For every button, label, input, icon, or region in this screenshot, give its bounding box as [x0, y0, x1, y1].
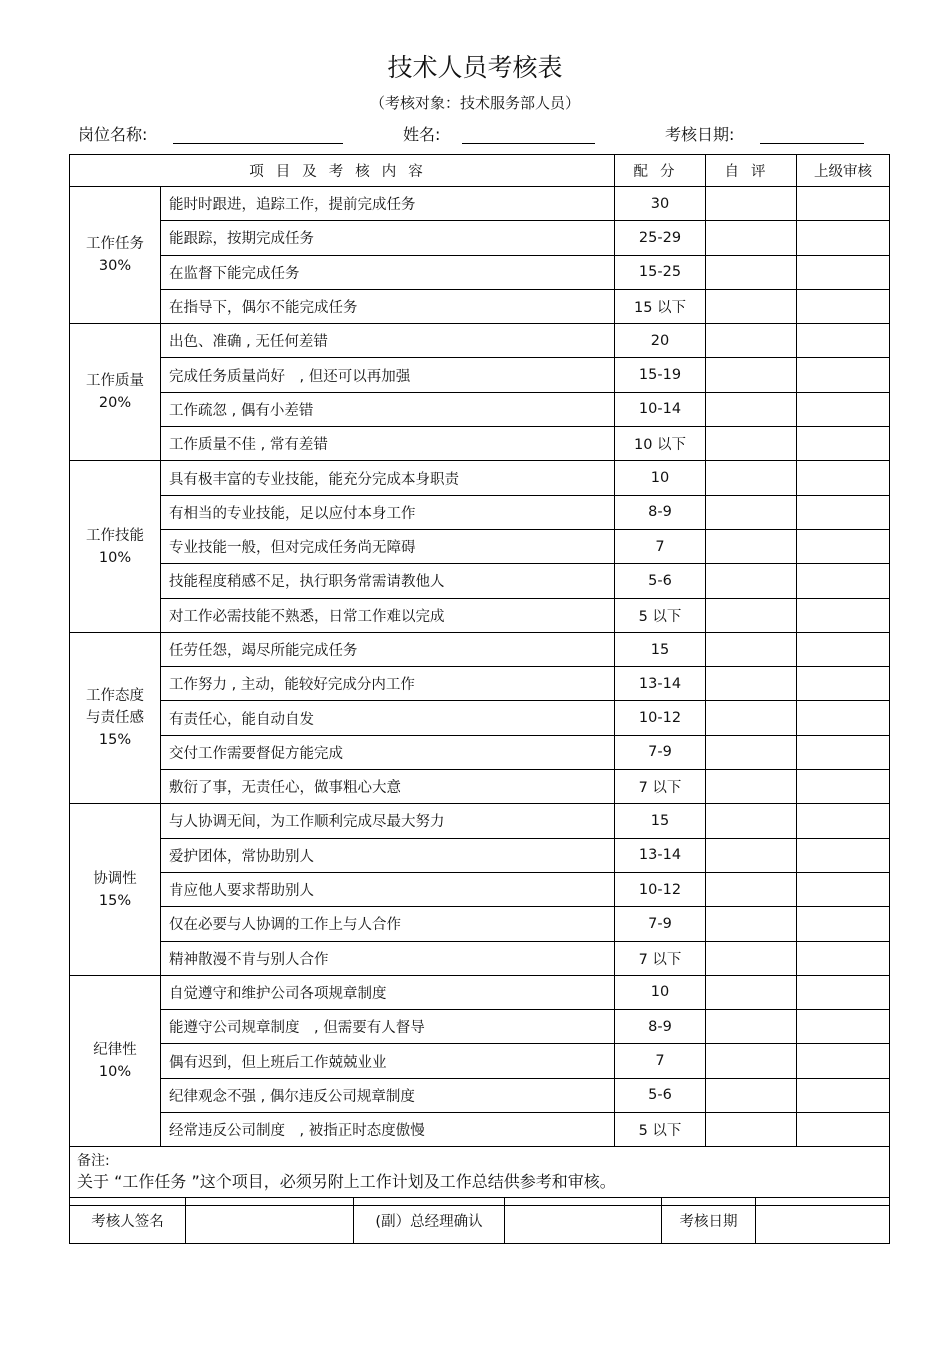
name-label: 姓名: [403, 125, 441, 144]
table-row [70, 975, 890, 1009]
criteria-cell: 专业技能一般，但对完成任务尚无障碍 [161, 529, 615, 563]
header-superior: 上级审核 [797, 155, 890, 187]
remark-text: 关于 “工作任务 ”这个项目，必须另附上工作计划及工作总结供参考和审核。 [77, 1172, 616, 1192]
score-cell: 10 [615, 975, 706, 1009]
score-cell: 15-19 [615, 358, 706, 392]
table-row [70, 529, 890, 563]
superior-review-cell[interactable] [797, 461, 890, 495]
table-row [70, 872, 890, 906]
criteria-cell: 出色、准确 , 无任何差错 [161, 324, 615, 358]
table-row [70, 392, 890, 426]
criteria-cell: 对工作必需技能不熟悉，日常工作难以完成 [161, 598, 615, 632]
superior-review-cell[interactable] [797, 564, 890, 598]
table-row [70, 255, 890, 289]
score-cell: 20 [615, 324, 706, 358]
remark-label: 备注: [77, 1153, 110, 1170]
table-row [70, 187, 890, 221]
self-eval-cell[interactable] [706, 392, 797, 426]
signature-row [70, 1198, 890, 1244]
criteria-cell: 工作努力 , 主动，能较好完成分内工作 [161, 667, 615, 701]
name-field[interactable] [462, 143, 595, 144]
criteria-cell: 技能程度稍感不足，执行职务常需请教他人 [161, 564, 615, 598]
page-subtitle: （考核对象：技术服务部人员） [369, 94, 580, 112]
criteria-cell: 爱护团体，常协助别人 [161, 838, 615, 872]
superior-review-cell[interactable] [797, 392, 890, 426]
table-row [70, 941, 890, 975]
category-weight: 20% [98, 395, 132, 412]
table-row [70, 495, 890, 529]
self-eval-cell[interactable] [706, 598, 797, 632]
self-eval-cell[interactable] [706, 324, 797, 358]
superior-review-cell[interactable] [797, 941, 890, 975]
self-eval-cell[interactable] [706, 1078, 797, 1112]
category-name: 工作任务 [86, 236, 144, 253]
table-row [70, 598, 890, 632]
score-cell: 10 [615, 461, 706, 495]
date-label: 考核日期: [665, 125, 735, 144]
score-cell: 10-12 [615, 872, 706, 906]
header-score: 配分 [615, 155, 706, 187]
position-label: 岗位名称: [78, 125, 148, 144]
score-cell: 7-9 [615, 907, 706, 941]
superior-review-cell[interactable] [797, 735, 890, 769]
self-eval-cell[interactable] [706, 701, 797, 735]
category-name: 工作质量 [86, 373, 144, 390]
superior-review-cell[interactable] [797, 975, 890, 1009]
self-eval-cell[interactable] [706, 838, 797, 872]
self-eval-cell[interactable] [706, 221, 797, 255]
category-cell [70, 804, 161, 975]
table-row [70, 358, 890, 392]
table-row [70, 1010, 890, 1044]
table-row [70, 667, 890, 701]
category-cell [70, 187, 161, 324]
superior-review-cell[interactable] [797, 529, 890, 563]
manager-confirm-field[interactable] [505, 1198, 662, 1244]
superior-review-cell[interactable] [797, 1113, 890, 1147]
score-cell: 7 以下 [615, 941, 706, 975]
criteria-cell: 交付工作需要督促方能完成 [161, 735, 615, 769]
self-eval-cell[interactable] [706, 975, 797, 1009]
criteria-cell: 偶有迟到，但上班后工作兢兢业业 [161, 1044, 615, 1078]
signature-table [69, 1197, 890, 1244]
score-cell: 7 [615, 529, 706, 563]
table-row [70, 1078, 890, 1112]
score-cell: 7 [615, 1044, 706, 1078]
superior-review-cell[interactable] [797, 187, 890, 221]
criteria-cell: 仅在必要与人协调的工作上与人合作 [161, 907, 615, 941]
criteria-cell: 具有极丰富的专业技能，能充分完成本身职责 [161, 461, 615, 495]
category-weight: 30% [98, 258, 132, 275]
criteria-cell: 完成任务质量尚好 , 但还可以再加强 [161, 358, 615, 392]
self-eval-cell[interactable] [706, 289, 797, 323]
header-items: 项目及考核内容 [70, 155, 615, 187]
category-name: 纪律性 [93, 1042, 137, 1059]
score-cell: 30 [615, 187, 706, 221]
table-row [70, 1044, 890, 1078]
superior-review-cell[interactable] [797, 838, 890, 872]
self-eval-cell[interactable] [706, 495, 797, 529]
table-row [70, 770, 890, 804]
self-eval-cell[interactable] [706, 770, 797, 804]
superior-review-cell[interactable] [797, 598, 890, 632]
score-cell: 5 以下 [615, 598, 706, 632]
score-cell: 5-6 [615, 1078, 706, 1112]
assessment-table [69, 154, 890, 1206]
criteria-cell: 能时时跟进，追踪工作，提前完成任务 [161, 187, 615, 221]
score-cell: 5 以下 [615, 1113, 706, 1147]
criteria-cell: 任劳任怨，竭尽所能完成任务 [161, 632, 615, 666]
superior-review-cell[interactable] [797, 872, 890, 906]
criteria-cell: 能跟踪，按期完成任务 [161, 221, 615, 255]
manager-confirm-label: (副）总经理确认 [354, 1198, 505, 1244]
superior-review-cell[interactable] [797, 324, 890, 358]
category-weight: 10% [98, 1064, 132, 1081]
table-header-row [70, 155, 890, 187]
criteria-cell: 在指导下，偶尔不能完成任务 [161, 289, 615, 323]
assessment-date-field[interactable] [756, 1198, 890, 1244]
table-row [70, 838, 890, 872]
criteria-cell: 自觉遵守和维护公司各项规章制度 [161, 975, 615, 1009]
category-cell [70, 632, 161, 803]
score-cell: 10-12 [615, 701, 706, 735]
self-eval-cell[interactable] [706, 632, 797, 666]
table-row [70, 427, 890, 461]
score-cell: 8-9 [615, 495, 706, 529]
table-row [70, 1113, 890, 1147]
criteria-cell: 在监督下能完成任务 [161, 255, 615, 289]
superior-review-cell[interactable] [797, 667, 890, 701]
criteria-cell: 精神散漫不肯与别人合作 [161, 941, 615, 975]
superior-review-cell[interactable] [797, 907, 890, 941]
score-cell: 7-9 [615, 735, 706, 769]
criteria-cell: 肯应他人要求帮助别人 [161, 872, 615, 906]
score-cell: 13-14 [615, 667, 706, 701]
superior-review-cell[interactable] [797, 1010, 890, 1044]
table-row [70, 289, 890, 323]
self-eval-cell[interactable] [706, 941, 797, 975]
position-field[interactable] [173, 143, 343, 144]
score-cell: 15 以下 [615, 289, 706, 323]
self-eval-cell[interactable] [706, 872, 797, 906]
score-cell: 15 [615, 804, 706, 838]
category-cell [70, 975, 161, 1146]
superior-review-cell[interactable] [797, 427, 890, 461]
self-eval-cell[interactable] [706, 667, 797, 701]
criteria-cell: 工作疏忽 , 偶有小差错 [161, 392, 615, 426]
superior-review-cell[interactable] [797, 804, 890, 838]
criteria-cell: 敷衍了事，无责任心，做事粗心大意 [161, 770, 615, 804]
reviewer-sign-field[interactable] [186, 1198, 354, 1244]
superior-review-cell[interactable] [797, 289, 890, 323]
table-row [70, 324, 890, 358]
score-cell: 7 以下 [615, 770, 706, 804]
category-cell [70, 461, 161, 632]
category-name: 工作态度 [86, 688, 144, 705]
category-cell [70, 324, 161, 461]
score-cell: 10 以下 [615, 427, 706, 461]
category-weight: 10% [98, 549, 132, 566]
score-cell: 8-9 [615, 1010, 706, 1044]
criteria-cell: 能遵守公司规章制度 , 但需要有人督导 [161, 1010, 615, 1044]
table-row [70, 804, 890, 838]
superior-review-cell[interactable] [797, 701, 890, 735]
reviewer-sign-label: 考核人签名 [70, 1198, 186, 1244]
category-weight: 15% [98, 732, 132, 749]
criteria-cell: 有责任心，能自动自发 [161, 701, 615, 735]
superior-review-cell[interactable] [797, 1044, 890, 1078]
category-name-line2: 与责任感 [86, 710, 144, 727]
table-row [70, 221, 890, 255]
self-eval-cell[interactable] [706, 529, 797, 563]
self-eval-cell[interactable] [706, 804, 797, 838]
self-eval-cell[interactable] [706, 427, 797, 461]
self-eval-cell[interactable] [706, 564, 797, 598]
criteria-cell: 经常违反公司制度 , 被指正时态度傲慢 [161, 1113, 615, 1147]
superior-review-cell[interactable] [797, 255, 890, 289]
self-eval-cell[interactable] [706, 461, 797, 495]
self-eval-cell[interactable] [706, 735, 797, 769]
score-cell: 15 [615, 632, 706, 666]
table-row [70, 461, 890, 495]
assessment-date-label: 考核日期 [662, 1198, 756, 1244]
page-title: 技术人员考核表 [387, 53, 563, 82]
score-cell: 13-14 [615, 838, 706, 872]
table-row [70, 907, 890, 941]
table-row [70, 564, 890, 598]
superior-review-cell[interactable] [797, 632, 890, 666]
score-cell: 10-14 [615, 392, 706, 426]
criteria-cell: 有相当的专业技能，足以应付本身工作 [161, 495, 615, 529]
superior-review-cell[interactable] [797, 1078, 890, 1112]
self-eval-cell[interactable] [706, 1113, 797, 1147]
self-eval-cell[interactable] [706, 1010, 797, 1044]
score-cell: 15-25 [615, 255, 706, 289]
header-self: 自评 [706, 155, 797, 187]
self-eval-cell[interactable] [706, 255, 797, 289]
superior-review-cell[interactable] [797, 495, 890, 529]
table-row [70, 701, 890, 735]
table-row [70, 632, 890, 666]
score-cell: 25-29 [615, 221, 706, 255]
self-eval-cell[interactable] [706, 187, 797, 221]
criteria-cell: 纪律观念不强 , 偶尔违反公司规章制度 [161, 1078, 615, 1112]
criteria-cell: 工作质量不佳 , 常有差错 [161, 427, 615, 461]
date-field[interactable] [760, 143, 864, 144]
superior-review-cell[interactable] [797, 770, 890, 804]
table-row [70, 735, 890, 769]
superior-review-cell[interactable] [797, 358, 890, 392]
category-name: 工作技能 [86, 527, 144, 544]
criteria-cell: 与人协调无间，为工作顺利完成尽最大努力 [161, 804, 615, 838]
superior-review-cell[interactable] [797, 221, 890, 255]
category-name: 协调性 [93, 870, 137, 887]
score-cell: 5-6 [615, 564, 706, 598]
self-eval-cell[interactable] [706, 907, 797, 941]
category-weight: 15% [98, 892, 132, 909]
self-eval-cell[interactable] [706, 1044, 797, 1078]
self-eval-cell[interactable] [706, 358, 797, 392]
